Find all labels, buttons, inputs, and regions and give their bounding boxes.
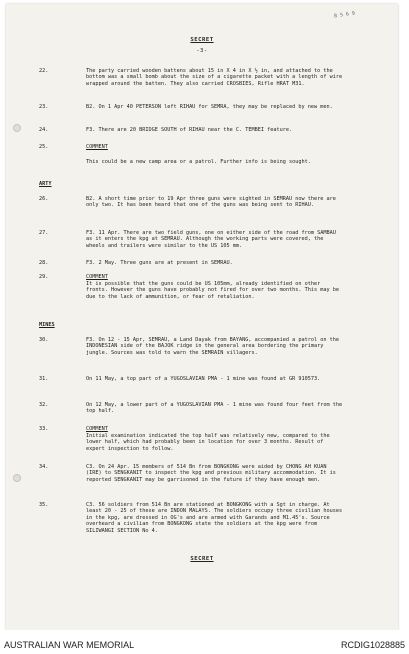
corner-mark: 8 5 6 9 [333, 10, 356, 20]
entry-text: C3. 56 soldiers from 514 Bn are stationed at BONGKONG with a Sgt in charge. At least 20 - 25 of these are INDON MALAYS. The soldiers occupy three civilian houses in the kpg, are dressed in OG's and are armed with Garands and M1.45's. Source overheard a civilian from BONGKONG state the soldiers at the kpg were from SILIWANGI SECTION No 4. [86, 502, 343, 534]
punch-hole-bottom [13, 474, 21, 482]
entry-number: 32. [39, 402, 49, 408]
entry-number: 31. [39, 376, 49, 382]
entry-number: 22. [39, 68, 49, 74]
entry-text: F3. On 12 - 15 Apr, SEMRAU, a Land Dayak from BAYANG, accompanied a patrol on the INDONESIAN side of the BAJOK ridge in the general area bordering the primary jungle. Sources was told to warn the SEMRAIN villagers. [86, 337, 339, 356]
entry-number: 28. [39, 260, 49, 266]
entry-text: F3. 11 Apr. There are two field guns, one on either side of the road from SAMBAU as it enters the kpg at SEMRAU. Although the working parts were covered, the wheels and trailers were similar to the US 105 mm. [86, 230, 336, 249]
entry-text: B2. A short time prior to 19 Apr three guns were sighted in SEMRAU now there are only two. It has been heard that one of the guns was being sent to RIHAU. [86, 196, 336, 209]
entry-number: 23. [39, 104, 49, 110]
entry-number: 30. [39, 337, 49, 343]
archive-name: AUSTRALIAN WAR MEMORIAL [4, 640, 135, 650]
entry-number: 33. [39, 426, 49, 432]
entry-text: Initial examination indicated the top half was relatively new, compared to the lower half, which had probably been in location for over 3 months. Result of expert inspection to follow. [86, 433, 330, 452]
entry-number: 29. [39, 274, 49, 280]
entry-number: 24. [39, 127, 49, 133]
comment-heading: COMMENT [86, 274, 108, 280]
entry-text: The party carried wooden battens about 15 in X 4 in X ½ in, and attached to the bottom was a small bomb about the size of a cigarette packet with a length of wire wrapped around the batten. They also carried CROSBIES, Rifle HRAT M31. [86, 68, 343, 87]
entry-number: 27. [39, 230, 49, 236]
section-heading: MINES [39, 322, 55, 328]
section-heading: ARTY [39, 181, 52, 187]
entry-text: It is possible that the guns could be US 105mm, already identified on other fronts. However the guns have probably not fired for over two months. This may be due to the lack of ammunition, or fear of retaliation. [86, 281, 339, 300]
comment-heading: COMMENT [86, 426, 108, 432]
entry-number: 34. [39, 464, 49, 470]
punch-hole-top [13, 124, 21, 132]
entry-number: 26. [39, 196, 49, 202]
entry-text: This could be a new camp area or a patrol. Further info is being sought. [86, 159, 311, 165]
comment-heading: COMMENT [86, 144, 108, 150]
entry-text: F3. There are 20 BRIDGE SOUTH of RIHAU near the C. TEMBEI feature. [86, 127, 293, 133]
entry-text: B2. On 1 Apr 40 PETERSON left RIHAU for SEMRA, they may be replaced by new men. [86, 104, 333, 110]
archive-footer [0, 630, 409, 654]
entry-text: On 12 May, a lower part of a YUGOSLAVIAN PMA - 1 mine was found four feet from the top half. [86, 402, 343, 415]
classification-top: SECRET [190, 37, 214, 43]
document-page [6, 4, 398, 630]
page-number: -3- [196, 48, 208, 54]
classification-bottom: SECRET [190, 556, 214, 562]
entry-text: On 11 May, a top part of a YUGOSLAVIAN PMA - 1 mine was found at GR 910573. [86, 376, 321, 382]
entry-number: 35. [39, 502, 49, 508]
entry-text: F3. 2 May. Three guns are at present in SEMRAU. [86, 260, 233, 266]
entry-number: 25. [39, 144, 49, 150]
archive-id: RCDIG1028885 [340, 640, 405, 650]
entry-text: C3. On 24 Apr. 15 members of 514 Bn from BONGKONG were aided by CHONG AH KUAN (IRE) to SENGKANIT to inspect the kpg and previous military accommodation. It is reported SENGKANIT may be garrisoned in the future if they have enough men. [86, 464, 336, 483]
